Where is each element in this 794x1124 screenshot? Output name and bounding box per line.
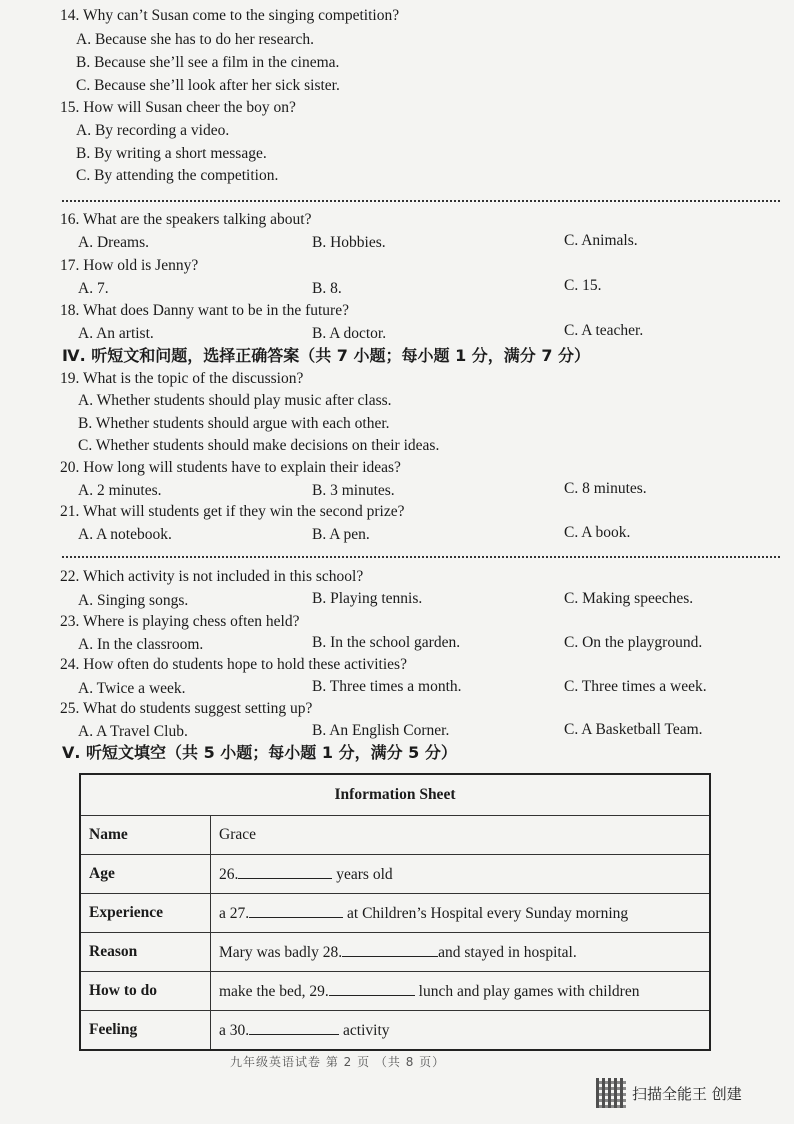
- option-16c: C. Animals.: [564, 232, 638, 249]
- option-22a: A. Singing songs.: [78, 592, 189, 609]
- question-16: 16. What are the speakers talking about?: [60, 211, 312, 228]
- row-value-experience: [211, 894, 711, 933]
- row-label-age: Age: [80, 855, 211, 894]
- row-value-name: [211, 816, 711, 855]
- option-19b: B. Whether students should argue with each other.: [78, 415, 390, 432]
- option-14c: C. Because she’ll look after her sick sister.: [76, 77, 340, 94]
- information-sheet-table: [79, 773, 711, 1051]
- question-22: 22. Which activity is not included in this school?: [60, 568, 364, 585]
- option-18b: B. A doctor.: [312, 325, 387, 342]
- row-label-experience: Experience: [80, 894, 211, 933]
- option-23c: C. On the playground.: [564, 634, 703, 651]
- blank-30-prefix: a 30.: [219, 1022, 250, 1039]
- option-18a: A. An artist.: [78, 325, 154, 342]
- section-5-title: Ⅴ. 听短文填空（共 5 小题；每小题 1 分，满分 5 分）: [62, 743, 457, 762]
- row-value-reason: [211, 933, 711, 972]
- row-label-feeling: Feeling: [80, 1011, 211, 1051]
- table-row: [80, 855, 710, 894]
- option-21b: B. A pen.: [312, 526, 370, 543]
- row-label-reason: Reason: [80, 933, 211, 972]
- information-sheet-title: Information Sheet: [80, 774, 710, 816]
- blank-26-input[interactable]: [238, 864, 332, 879]
- option-25a: A. A Travel Club.: [78, 723, 188, 740]
- table-row: [80, 816, 710, 855]
- blank-27-prefix: a 27.: [219, 905, 250, 922]
- option-16b: B. Hobbies.: [312, 234, 386, 251]
- option-23a: A. In the classroom.: [78, 636, 204, 653]
- option-19c: C. Whether students should make decisions on their ideas.: [78, 437, 440, 454]
- option-24b: B. Three times a month.: [312, 678, 462, 695]
- option-20c: C. 8 minutes.: [564, 480, 647, 497]
- option-19a: A. Whether students should play music after class.: [78, 392, 392, 409]
- name-value: Grace: [219, 826, 256, 843]
- blank-30-suffix: activity: [339, 1022, 390, 1039]
- blank-26-prefix: 26.: [219, 866, 239, 883]
- qr-code-icon: [596, 1078, 626, 1108]
- option-21a: A. A notebook.: [78, 526, 172, 543]
- section-4-title: Ⅳ. 听短文和问题，选择正确答案（共 7 小题；每小题 1 分，满分 7 分）: [62, 346, 591, 365]
- option-21c: C. A book.: [564, 524, 631, 541]
- question-21: 21. What will students get if they win the second prize?: [60, 503, 405, 520]
- blank-29-prefix: make the bed, 29.: [219, 983, 329, 1000]
- option-22c: C. Making speeches.: [564, 590, 694, 607]
- option-24c: C. Three times a week.: [564, 678, 707, 695]
- question-14: 14. Why can’t Susan come to the singing competition?: [60, 7, 400, 24]
- question-15: 15. How will Susan cheer the boy on?: [60, 99, 296, 116]
- option-25b: B. An English Corner.: [312, 722, 450, 739]
- section-divider-2: [62, 556, 780, 558]
- option-23b: B. In the school garden.: [312, 634, 461, 651]
- table-row: [80, 933, 710, 972]
- option-15a: A. By recording a video.: [76, 122, 230, 139]
- blank-28-prefix: Mary was badly 28.: [219, 944, 343, 961]
- question-24: 24. How often do students hope to hold these activities?: [60, 656, 407, 673]
- blank-27-suffix: at Children’s Hospital every Sunday morning: [343, 905, 629, 922]
- question-25: 25. What do students suggest setting up?: [60, 700, 313, 717]
- option-16a: A. Dreams.: [78, 234, 150, 251]
- blank-29-suffix: lunch and play games with children: [414, 983, 640, 1000]
- blank-28-suffix: and stayed in hospital.: [438, 944, 577, 961]
- table-row: [80, 1011, 710, 1051]
- question-17: 17. How old is Jenny?: [60, 257, 199, 274]
- blank-28-input[interactable]: [342, 942, 438, 957]
- option-17c: C. 15.: [564, 277, 602, 294]
- row-value-age: [211, 855, 711, 894]
- row-value-feeling: [211, 1011, 711, 1051]
- option-20b: B. 3 minutes.: [312, 482, 395, 499]
- row-value-how-to-do: [211, 972, 711, 1011]
- table-row: [80, 972, 710, 1011]
- blank-27-input[interactable]: [249, 903, 343, 918]
- option-15c: C. By attending the competition.: [76, 167, 279, 184]
- option-20a: A. 2 minutes.: [78, 482, 162, 499]
- blank-29-input[interactable]: [329, 981, 415, 996]
- option-17a: A. 7.: [78, 280, 109, 297]
- option-14b: B. Because she’ll see a film in the cinema.: [76, 54, 340, 71]
- question-18: 18. What does Danny want to be in the future?: [60, 302, 349, 319]
- blank-30-input[interactable]: [249, 1020, 339, 1035]
- scanner-watermark: [596, 1076, 742, 1110]
- section-divider: [62, 200, 780, 202]
- option-22b: B. Playing tennis.: [312, 590, 423, 607]
- option-25c: C. A Basketball Team.: [564, 721, 703, 738]
- question-23: 23. Where is playing chess often held?: [60, 613, 300, 630]
- row-label-how-to-do: How to do: [80, 972, 211, 1011]
- option-15b: B. By writing a short message.: [76, 145, 267, 162]
- table-row: [80, 894, 710, 933]
- question-20: 20. How long will students have to explain their ideas?: [60, 459, 401, 476]
- option-14a: A. Because she has to do her research.: [76, 31, 315, 48]
- option-18c: C. A teacher.: [564, 322, 644, 339]
- option-24a: A. Twice a week.: [78, 680, 186, 697]
- option-17b: B. 8.: [312, 280, 342, 297]
- row-label-name: Name: [80, 816, 211, 855]
- question-19: 19. What is the topic of the discussion?: [60, 370, 304, 387]
- page-footer: 九年级英语试卷 第 2 页 （共 8 页）: [230, 1055, 446, 1069]
- blank-26-suffix: years old: [332, 866, 393, 883]
- brand-text: 扫描全能王 创建: [632, 1084, 742, 1103]
